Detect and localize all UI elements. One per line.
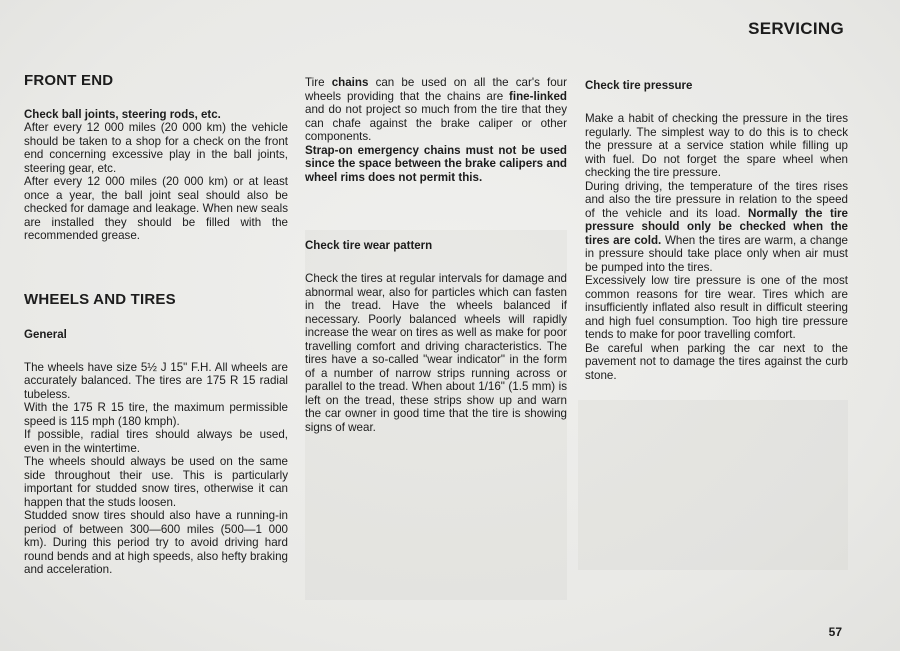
section-header: SERVICING [748,19,844,38]
column-left [24,72,288,577]
wear-paragraph: Check the tires at regular intervals for damage and abnormal wear, also for particles which can fasten in the tread. Have the wheels balanced if necessary. Poorly balanced wheels will rapidly increase the wear on tires as well as make for poor travelling comfort and driving characteristics. The tires have a so-called "wear indicator" in the form of a number of narrow strips running across or parallel to the tread. When about 1/16" (1.5 mm) is left on the tread, these strips show up and warn the car owner in good time that the tire is showing signs of wear. [305,272,567,434]
pressure-paragraph-4: Be careful when parking the car next to the pavement not to damage the tires against the curb stone. [585,341,848,382]
wheels-paragraph-4: The wheels should always be used on the same side throughout their use. This is particularly important for studded snow tires, otherwise it can happen that the studs loosen. [24,455,288,509]
ball-joints-subheading: Check ball joints, steering rods, etc. [24,109,221,121]
front-end-text-1: After every 12 000 miles (20 000 km) the vehicle should be taken to a shop for a check on the front end concerning excessive play in the ball joints, steering gear, etc. [24,121,288,175]
pressure-paragraph-3: Excessively low tire pressure is one of the most common reasons for tire wear. Tires which are insufficiently inflated also result in difficult steering and high fuel consumption. Too high tire pressure tends to make for poor travelling comfort. [585,274,848,341]
pressure-text-2a: During driving, the temperature of the tires rises and also the tire pressure in relation to the speed of the vehicle and its load. [585,179,848,220]
pressure-bold-cold: Normally the tire pressure should only be checked when the tires are cold. [585,206,848,247]
column-middle [305,76,567,434]
wheels-paragraph-3: If possible, radial tires should always be used, even in the wintertime. [24,428,288,455]
front-end-heading: FRONT END [24,72,114,89]
wear-subheading: Check tire wear pattern [305,240,433,252]
chains-bold-2: fine-linked [509,89,567,103]
chains-text-3: and do not project so much from the tire that they can chafe against the brake caliper or other components. [305,103,567,143]
chains-bold-1: chains [331,76,369,89]
column-right [585,80,848,382]
wheels-paragraph-2: With the 175 R 15 tire, the maximum permissible speed is 115 mph (180 kmph). [24,401,288,428]
chains-text-1: Tire [305,76,332,89]
pressure-paragraph-1: Make a habit of checking the pressure in the tires regularly. The simplest way to do this is to check the pressure at a service station while filling up with fuel. Do not forget the spare wheel when checking the tire pressure. [585,112,848,179]
pressure-text-2c: When the tires are warm, a change in pressure should take place only when air must be pumped into the tires. [585,233,848,274]
wheels-paragraph-1: The wheels have size 5½ J 15" F.H. All wheels are accurately balanced. The tires are 175 R 15 radial tubeless. [24,360,288,401]
chains-warning: Strap-on emergency chains must not be used since the space between the brake calipers and wheel rims does not permit this. [305,143,567,184]
pressure-subheading: Check tire pressure [585,80,693,92]
chains-paragraph [305,76,567,144]
wheels-paragraph-5: Studded snow tires should also have a running-in period of between 300—600 miles (500—1 000 km). During this period try to avoid driving hard round bends and at high speeds, also hefty braking and acceleration. [24,509,288,576]
pressure-paragraph-2 [585,180,848,275]
general-subheading: General [24,328,67,341]
bleed-through-shade [578,400,848,570]
front-end-text-2: After every 12 000 miles (20 000 km) or at least once a year, the ball joint seal should also be checked for damage and leakage. When new seals are installed they should be filled with the recommended grease. [24,175,288,242]
chains-text-2: can be used on all the car's four wheels providing that the chains are [305,76,567,103]
wheels-tires-heading: WHEELS AND TIRES [24,290,176,308]
page-number: 57 [828,625,842,639]
